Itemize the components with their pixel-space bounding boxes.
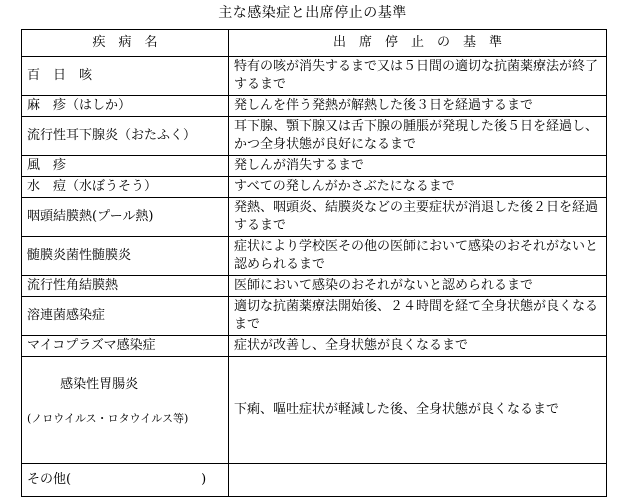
header-disease-name: 疾 病 名: [22, 30, 229, 57]
criteria-cell: 特有の咳が消失するまで又は５日間の適切な抗菌薬療法が終了するまで: [229, 57, 607, 96]
table-row: [22, 276, 607, 297]
disease-cell: 水 痘（水ぼうそう）: [22, 177, 229, 198]
header-suspension-criteria: 出 席 停 止 の 基 準: [229, 30, 607, 57]
disease-cell: 風 疹: [22, 156, 229, 177]
criteria-cell: 症状により学校医その他の医師において感染のおそれがないと認められるまで: [229, 237, 607, 276]
table-row: [22, 297, 607, 336]
table-row: [22, 464, 607, 497]
disease-cell: 溶連菌感染症: [22, 297, 229, 336]
table-row: [22, 156, 607, 177]
disease-note: (ノロウイルス・ロタウイルス等): [27, 412, 189, 425]
table-row: [22, 198, 607, 237]
criteria-cell: すべての発しんがかさぶたになるまで: [229, 177, 607, 198]
table-header-row: [22, 30, 607, 57]
disease-name: 感染性胃腸炎: [60, 377, 139, 392]
table-row: [22, 177, 607, 198]
criteria-cell: 発しんが消失するまで: [229, 156, 607, 177]
criteria-cell: 発しんを伴う発熱が解熱した後３日を経過するまで: [229, 96, 607, 117]
disease-cell: マイコプラズマ感染症: [22, 336, 229, 357]
criteria-cell: 適切な抗菌薬療法開始後、２４時間を経て全身状態が良くなるまで: [229, 297, 607, 336]
attendance-suspension-table: [21, 29, 607, 497]
disease-cell: 咽頭結膜熱(プール熱): [22, 198, 229, 237]
disease-cell-other: その他( ): [22, 464, 229, 497]
disease-cell: 髄膜炎菌性髄膜炎: [22, 237, 229, 276]
disease-cell: 流行性角結膜熱: [22, 276, 229, 297]
table-row: [22, 117, 607, 156]
disease-cell: 流行性耳下腺炎（おたふく）: [22, 117, 229, 156]
disease-cell: 百 日 咳: [22, 57, 229, 96]
table-row: [22, 57, 607, 96]
criteria-cell: 耳下腺、顎下腺又は舌下腺の腫脹が発現した後５日を経過し、かつ全身状態が良好になるまで: [229, 117, 607, 156]
table-row: [22, 357, 607, 464]
disease-cell: [22, 357, 229, 464]
table-row: [22, 237, 607, 276]
criteria-cell: 症状が改善し、全身状態が良くなるまで: [229, 336, 607, 357]
table-row: [22, 336, 607, 357]
criteria-cell: 下痢、嘔吐症状が軽減した後、全身状態が良くなるまで: [229, 357, 607, 464]
disease-cell: 麻 疹（はしか）: [22, 96, 229, 117]
criteria-cell: 医師において感染のおそれがないと認められるまで: [229, 276, 607, 297]
criteria-cell-blank: [229, 464, 607, 497]
document-title: 主な感染症と出席停止の基準: [218, 5, 407, 21]
table-row: [22, 96, 607, 117]
criteria-cell: 発熱、咽頭炎、結膜炎などの主要症状が消退した後２日を経過するまで: [229, 198, 607, 237]
